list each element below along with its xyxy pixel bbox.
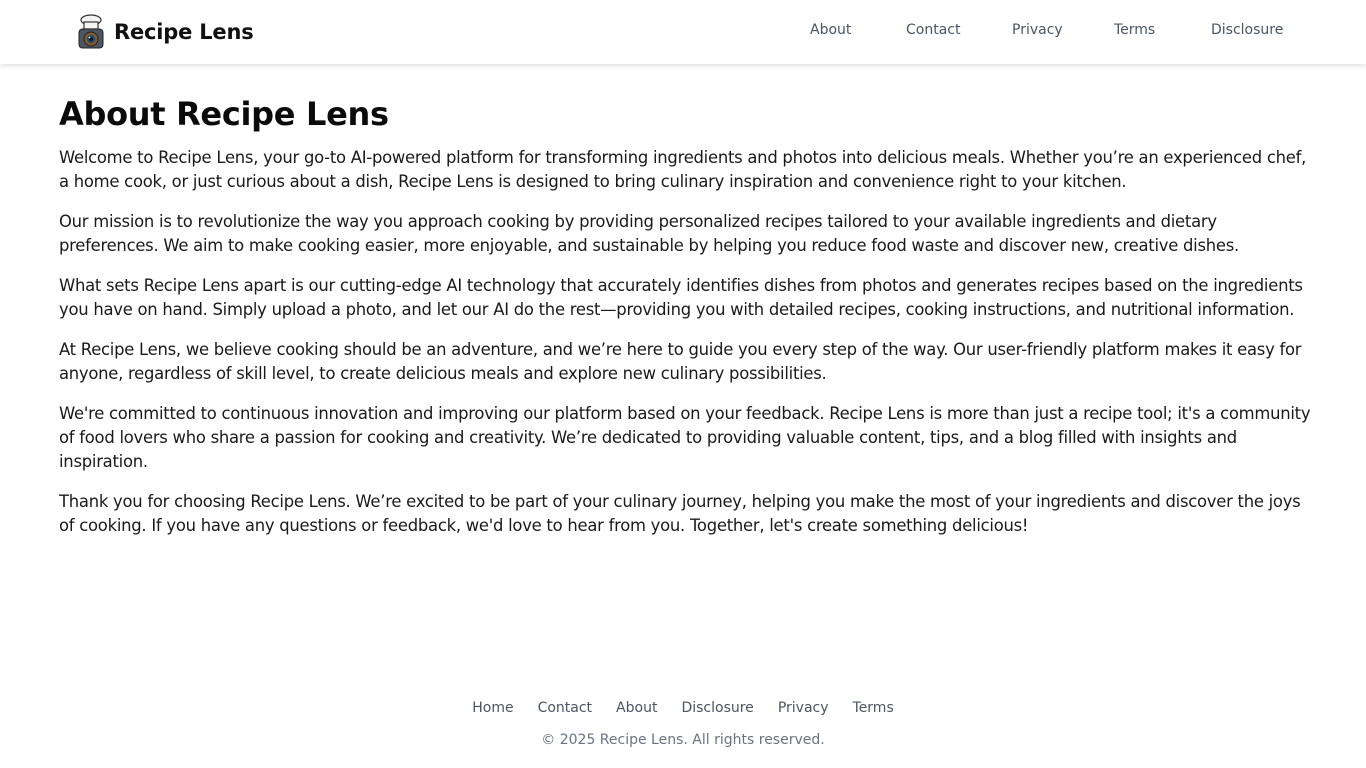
footer-link-privacy[interactable]: Privacy: [777, 700, 829, 716]
copyright-text: © 2025 Recipe Lens. All rights reserved.: [541, 732, 825, 748]
brand-name: Recipe Lens: [114, 20, 254, 44]
footer-link-contact[interactable]: Contact: [537, 700, 593, 716]
about-content: [59, 94, 1311, 554]
site-header: [0, 0, 1366, 64]
brand-home-link[interactable]: [76, 14, 254, 50]
nav-link-terms[interactable]: Terms: [1114, 22, 1156, 38]
paragraph-commitment: We're committed to continuous innovation and improving our platform based on your feedback. Recipe Lens is more than just a recipe tool; it's a community of food lovers who share a passion for cooking and creativity. We’re dedicated to providing valuable content, tips, and a blog filled with insights and inspiration.: [59, 404, 1311, 471]
nav-link-privacy[interactable]: Privacy: [1012, 22, 1063, 38]
footer-nav: [0, 700, 1366, 716]
paragraph-technology: What sets Recipe Lens apart is our cutting-edge AI technology that accurately identifies dishes from photos and generates recipes based on the ingredients you have on hand. Simply upload a photo, and let our AI do the rest—providing you with detailed recipes, cooking instructions, and nutritional information.: [59, 276, 1303, 319]
paragraph-adventure: At Recipe Lens, we believe cooking should be an adventure, and we’re here to guide you every step of the way. Our user-friendly platform makes it easy for anyone, regardless of skill level, to create delicious meals and explore new culinary possibilities.: [59, 340, 1302, 383]
paragraph-welcome: Welcome to Recipe Lens, your go-to AI-powered platform for transforming ingredients and photos into delicious meals. Whether you’re an experienced chef, a home cook, or just curious about a dish, Recipe Lens is designed to bring culinary inspiration and convenience right to your kitchen.: [59, 148, 1307, 191]
paragraph-thank-you: Thank you for choosing Recipe Lens. We’re excited to be part of your culinary journey, helping you make the most of your ingredients and discover the joys of cooking. If you have any questions or feedback, we'd love to hear from you. Together, let's create something delicious!: [59, 492, 1301, 535]
nav-link-about[interactable]: About: [810, 22, 852, 38]
paragraph-mission: Our mission is to revolutionize the way you approach cooking by providing personalized recipes tailored to your available ingredients and dietary preferences. We aim to make cooking easier, more enjoyable, and sustainable by helping you reduce food waste and discover new, creative dishes.: [59, 212, 1239, 255]
chef-camera-logo-icon: [76, 14, 106, 50]
footer-link-disclosure[interactable]: Disclosure: [681, 700, 754, 716]
page-title: About Recipe Lens: [59, 95, 389, 133]
nav-link-disclosure[interactable]: Disclosure: [1211, 22, 1284, 38]
footer-link-terms[interactable]: Terms: [852, 700, 894, 716]
nav-link-contact[interactable]: Contact: [906, 22, 961, 38]
footer-link-home[interactable]: Home: [472, 700, 514, 716]
footer-link-about[interactable]: About: [616, 700, 658, 716]
